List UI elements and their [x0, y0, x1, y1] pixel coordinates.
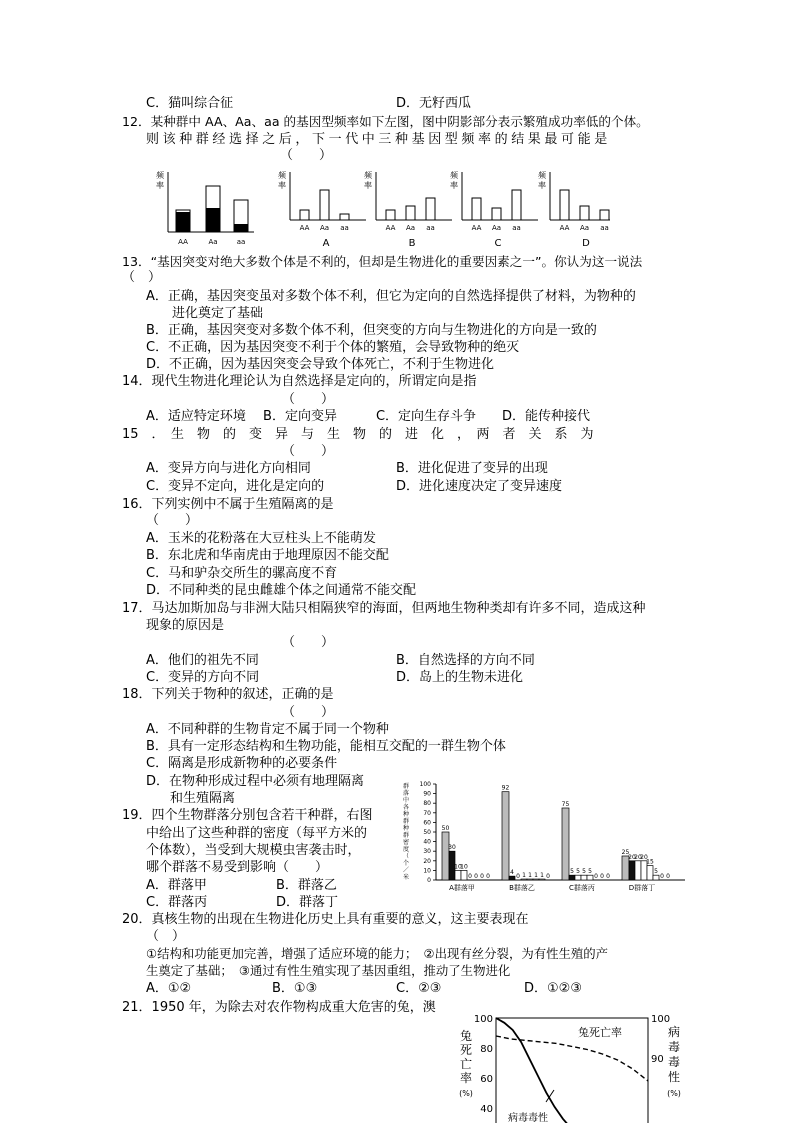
left-tick-label: 40	[480, 1104, 493, 1115]
q14-paren: （ ）	[282, 392, 335, 407]
bar-value-label: 75	[561, 801, 570, 808]
left-axis-label-char: 亡	[459, 1057, 473, 1071]
y-tick-label: 30	[423, 848, 431, 856]
bar-A群落甲-3	[461, 870, 467, 880]
q16-paren: （ ）	[146, 513, 199, 528]
bar-value-label: 10	[454, 863, 462, 871]
q19-stem-line1: 19．四个生物群落分别包含若干种群，右图	[122, 808, 373, 823]
option-C-label-AA: AA	[471, 224, 482, 232]
q15-option-d: D．进化速度决定了变异速度	[396, 479, 563, 494]
q13-option-c: C．不正确，因为基因突变不利于个体的繁殖，会导致物种的绝灭	[146, 340, 520, 355]
y-axis-label-char: 度	[402, 846, 410, 853]
bar-value-label: 0	[474, 873, 478, 880]
bar-value-label: 50	[441, 825, 450, 832]
q21-stem: 21．1950 年，为除去对农作物构成重大危害的兔，澳	[122, 1000, 436, 1015]
bar-value-label: 0	[468, 873, 472, 880]
y-axis-label-char: 群	[402, 818, 410, 825]
q18-option-b: B．具有一定形态结构和生物功能，能相互交配的一群生物个体	[146, 739, 506, 754]
bar-value-label: 5	[570, 868, 574, 876]
option-A-caption: A	[322, 238, 330, 249]
q17-option-c: C．变异的方向不同	[146, 670, 260, 685]
right-axis-label-char: 毒	[667, 1055, 681, 1069]
y-tick-label: 0	[427, 877, 431, 884]
option-B-bar-aa	[426, 198, 435, 220]
bar-value-label: 5	[588, 868, 592, 876]
q19-option-d: D．群落丁	[276, 895, 339, 910]
left-tick-label: 100	[473, 1014, 493, 1025]
bar-C群落丙-2	[575, 875, 581, 880]
bar-value-label: 5	[654, 868, 658, 876]
y-label-char-2: 率	[450, 181, 458, 190]
q15-paren: （ ）	[282, 444, 335, 459]
option-B-label-aa: aa	[426, 224, 435, 232]
option-A-bar-aa	[340, 214, 349, 220]
q14-options: A．适应特定环境 B．定向变异 C．定向生存斗争 D．能传种接代	[146, 409, 591, 424]
bar-value-label: 30	[448, 844, 456, 852]
bar-B群落乙-5	[533, 879, 539, 880]
bar-B群落乙-1	[509, 876, 515, 880]
left-axis-label-char: 死	[459, 1043, 473, 1057]
q11-option-c: C．猫叫综合征	[146, 96, 234, 111]
q15-option-c: C．变异不定向，进化是定向的	[146, 479, 325, 494]
q18-option-a: A．不同种群的生物肯定不属于同一个物种	[146, 722, 389, 737]
option-B-bar-Aa	[406, 206, 415, 220]
y-axis-label-char: 群	[402, 783, 410, 790]
bar-value-label: 1	[528, 872, 532, 880]
left-tick-label: 80	[480, 1044, 493, 1055]
q12-stem-line1: 12．某种群中 AA、Aa、aa 的基因型频率如下左图，图中阴影部分表示繁殖成功率低的个体。	[122, 114, 649, 129]
bar-B群落乙-6	[539, 879, 545, 880]
q18-paren: （ ）	[282, 705, 335, 720]
q17-stem-line1: 17．马达加斯加岛与非洲大陆只相隔狭窄的海面，但两地生物种类却有许多不同，造成这种	[122, 601, 646, 616]
option-B-label-Aa: Aa	[405, 224, 416, 232]
y-tick-label: 40	[423, 838, 431, 846]
q19-stem-line2: 中给出了这些种群的密度（每平方米的	[146, 826, 368, 841]
option-C-caption: C	[494, 238, 502, 249]
option-C-bar-Aa	[492, 208, 501, 220]
option-A-label-Aa: Aa	[319, 224, 330, 232]
q17-stem-line2: 现象的原因是	[146, 618, 225, 633]
y-label-char-2: 率	[278, 181, 286, 190]
y-label-char-1: 频	[450, 171, 458, 180]
q12-stem-line2: 则该种群经选择之后，下一代中三种基因型频率的结果最可能是	[146, 132, 611, 147]
q15-stem: 15 ． 生 物 的 变 异 与 生 物 的 进 化 ， 两 者 关 系 为	[122, 427, 594, 442]
q18-option-d-line1: D．在物种形成过程中必须有地理隔离	[146, 774, 365, 789]
bar-A群落甲-0	[442, 832, 449, 880]
q19-option-b: B．群落乙	[276, 878, 337, 893]
q21-rabbit-virus-chart	[452, 1006, 692, 1123]
bar-value-label: 0	[600, 873, 604, 880]
bar-B群落乙-0	[502, 792, 509, 880]
bar-value-label: 0	[666, 873, 670, 880]
bar-value-label: 1	[534, 872, 538, 880]
bar-C群落丙-1	[569, 875, 575, 880]
bar-value-label: 20	[628, 853, 636, 861]
q13-option-d: D．不正确，因为基因突变会导致个体死亡，不利于生物进化	[146, 357, 495, 372]
bar-value-label: 0	[606, 873, 610, 880]
right-tick-label: 100	[651, 1014, 671, 1025]
q20-statement-2: 生奠定了基础； ③通过有性生殖实现了基因重组，推动了生物进化	[146, 963, 511, 978]
q12-genotype-charts	[140, 164, 610, 254]
q11-option-d: D．无籽西瓜	[396, 96, 472, 111]
y-tick-label: 80	[423, 800, 431, 808]
bar-value-label: 0	[486, 873, 490, 880]
option-C-label-Aa: Aa	[491, 224, 502, 232]
left-tick-label: 60	[480, 1074, 493, 1085]
y-label-char-2: 率	[364, 181, 372, 190]
q16-option-c: C．马和驴杂交所生的骡高度不育	[146, 566, 338, 581]
option-C-bar-AA	[472, 198, 481, 220]
y-axis-label-char: 中	[402, 797, 410, 804]
option-D-label-AA: AA	[559, 224, 570, 232]
y-label-char-1: 频	[278, 171, 286, 180]
origin-bar-shaded-AA	[176, 212, 190, 232]
bar-value-label: 15	[646, 858, 654, 866]
q13-option-a-line2: 进化奠定了基础	[172, 306, 264, 321]
q20-option-d: D．①②③	[524, 981, 582, 996]
right-tick-label: 90	[651, 1054, 664, 1065]
q13-option-b: B．正确，基因突变对多数个体不利，但突变的方向与生物进化的方向是一致的	[146, 323, 597, 338]
origin-label-Aa: Aa	[208, 238, 218, 246]
y-label-char-2: 率	[538, 181, 546, 190]
series-rabbit-death-rate	[496, 1036, 648, 1081]
category-label: C群落丙	[569, 884, 595, 892]
bar-value-label: 0	[480, 873, 484, 880]
bar-value-label: 1	[522, 872, 526, 880]
bar-value-label: 92	[501, 784, 510, 792]
category-label: A群落甲	[449, 884, 475, 892]
y-axis-label-char: 种	[402, 825, 410, 832]
category-label: D群落丁	[628, 884, 656, 892]
y-axis-label-char: 各	[402, 804, 410, 811]
origin-bar-shaded-Aa	[206, 208, 220, 232]
bar-D群落丁-2	[635, 861, 641, 880]
category-label: B群落乙	[509, 884, 535, 892]
q20-paren: （ ）	[146, 929, 186, 944]
y-axis-label-char: 米	[402, 874, 410, 881]
q16-option-d: D．不同种类的昆虫雌雄个体之间通常不能交配	[146, 583, 417, 598]
q19-stem-line3: 个体数），当受到大规模虫害袭击时，	[146, 843, 361, 858]
bar-D群落丁-5	[653, 875, 659, 880]
q18-option-c: C．隔离是形成新物种的必要条件	[146, 756, 338, 771]
bar-value-label: 20	[640, 853, 648, 861]
y-axis-label-char: 落	[402, 790, 410, 797]
y-label-char-1: 频	[364, 171, 372, 180]
bar-value-label: 5	[576, 868, 580, 876]
option-D-bar-AA	[560, 190, 569, 220]
bar-C群落丙-4	[587, 875, 593, 880]
option-D-label-Aa: Aa	[579, 224, 590, 232]
bar-value-label: 4	[510, 869, 514, 877]
q17-option-b: B．自然选择的方向不同	[396, 653, 535, 668]
option-C-label-aa: aa	[512, 224, 521, 232]
bar-value-label: 10	[460, 863, 468, 871]
q20-option-a: A．①②	[146, 981, 192, 996]
q13-paren: （ ）	[122, 270, 162, 285]
left-axis-label-char: 率	[459, 1071, 473, 1085]
q18-option-d-line2: 和生殖隔离	[170, 791, 236, 806]
q18-stem: 18．下列关于物种的叙述，正确的是	[122, 687, 334, 702]
y-axis-label-char: 群	[402, 832, 410, 839]
y-tick-label: 50	[423, 829, 431, 836]
series-label-virulence: 病毒毒性	[508, 1113, 548, 1123]
right-axis-label-char: (%)	[667, 1089, 681, 1098]
option-D-bar-Aa	[580, 206, 589, 220]
bar-value-label: 1	[540, 872, 544, 880]
series-label-death-rate: 兔死亡率	[578, 1026, 622, 1039]
option-A-label-aa: aa	[340, 224, 349, 232]
bar-value-label: 25	[621, 849, 630, 856]
q12-paren: （ ）	[280, 148, 333, 163]
y-axis-label-char: 个	[402, 860, 410, 867]
right-axis-label-char: 病	[667, 1025, 681, 1039]
y-tick-label: 90	[423, 790, 431, 798]
y-label-char-1: 频	[538, 171, 546, 180]
bar-B群落乙-4	[527, 879, 533, 880]
bar-value-label: 20	[634, 853, 642, 861]
y-tick-label: 100	[419, 781, 431, 788]
q20-statement-1: ①结构和功能更加完善，增强了适应环境的能力； ②出现有丝分裂，为有性生殖的产	[146, 946, 609, 961]
option-D-bar-aa	[600, 210, 609, 220]
bar-D群落丁-4	[647, 866, 653, 880]
q15-option-a: A．变异方向与进化方向相同	[146, 461, 311, 476]
y-label-char-1: 频	[156, 171, 164, 180]
q16-option-a: A．玉米的花粉落在大豆柱头上不能萌发	[146, 531, 376, 546]
q19-option-a: A．群落甲	[146, 878, 207, 893]
q20-stem: 20．真核生物的出现在生物进化历史上具有重要的意义，这主要表现在	[122, 912, 529, 927]
q14-stem: 14．现代生物进化理论认为自然选择是定向的，所谓定向是指	[122, 374, 477, 389]
q16-stem: 16．下列实例中不属于生殖隔离的是	[122, 497, 334, 512]
option-D-label-aa: aa	[600, 224, 609, 232]
bar-C群落丙-3	[581, 875, 587, 880]
left-axis-label-char: 兔	[459, 1029, 473, 1043]
q13-option-a-line1: A．正确，基因突变虽对多数个体不利，但它为定向的自然选择提供了材料，为物种的	[146, 289, 636, 304]
y-axis-label-char: （	[402, 853, 410, 860]
y-label-char-2: 率	[156, 181, 164, 190]
option-B-bar-AA	[386, 210, 395, 220]
q17-paren: （ ）	[282, 635, 335, 650]
bar-A群落甲-2	[455, 870, 461, 880]
bar-value-label: 0	[516, 873, 520, 880]
y-tick-label: 20	[423, 857, 431, 865]
option-C-bar-aa	[512, 190, 521, 220]
plot-frame	[496, 1018, 648, 1123]
q16-option-b: B．东北虎和华南虎由于地理原因不能交配	[146, 548, 389, 563]
bar-C群落丙-0	[562, 808, 569, 880]
option-A-label-AA: AA	[299, 224, 310, 232]
y-axis-label-char: 种	[402, 811, 410, 818]
option-B-caption: B	[408, 238, 416, 249]
bar-D群落丁-1	[629, 861, 635, 880]
bar-value-label: 5	[582, 868, 586, 876]
y-axis-label-char: ／	[402, 867, 410, 874]
option-A-bar-Aa	[320, 190, 329, 220]
q17-option-a: A．他们的祖先不同	[146, 653, 259, 668]
origin-bar-shaded-aa	[234, 224, 248, 232]
q20-option-c: C．②③	[396, 981, 442, 996]
origin-label-AA: AA	[178, 238, 188, 246]
right-axis-label-char: 性	[667, 1070, 681, 1084]
q20-option-b: B．①③	[272, 981, 318, 996]
q19-option-c: C．群落丙	[146, 895, 208, 910]
q19-stem-line4: 哪个群落不易受到影响（ ）	[146, 860, 329, 875]
y-tick-label: 70	[423, 809, 431, 817]
q19-density-chart	[400, 778, 690, 898]
y-tick-label: 10	[423, 867, 431, 875]
y-axis-label-char: 密	[402, 839, 410, 846]
q15-option-b: B．进化促进了变异的出现	[396, 461, 548, 476]
bar-value-label: 0	[660, 873, 664, 880]
origin-label-aa: aa	[236, 238, 246, 246]
bar-value-label: 0	[594, 873, 598, 880]
option-A-bar-AA	[300, 210, 309, 220]
bar-B群落乙-3	[521, 879, 527, 880]
option-D-caption: D	[582, 238, 590, 249]
right-axis-label-char: 毒	[667, 1040, 681, 1054]
bar-value-label: 0	[546, 873, 550, 880]
series-virus-virulence	[496, 1018, 580, 1123]
y-tick-label: 60	[423, 819, 431, 827]
option-B-label-AA: AA	[385, 224, 396, 232]
q13-stem: 13．“基因突变对绝大多数个体是不利的，但却是生物进化的重要因素之一”。你认为这一说法	[122, 254, 643, 269]
q17-option-d: D．岛上的生物未进化	[396, 670, 524, 685]
left-axis-label-char: (%)	[459, 1089, 473, 1098]
